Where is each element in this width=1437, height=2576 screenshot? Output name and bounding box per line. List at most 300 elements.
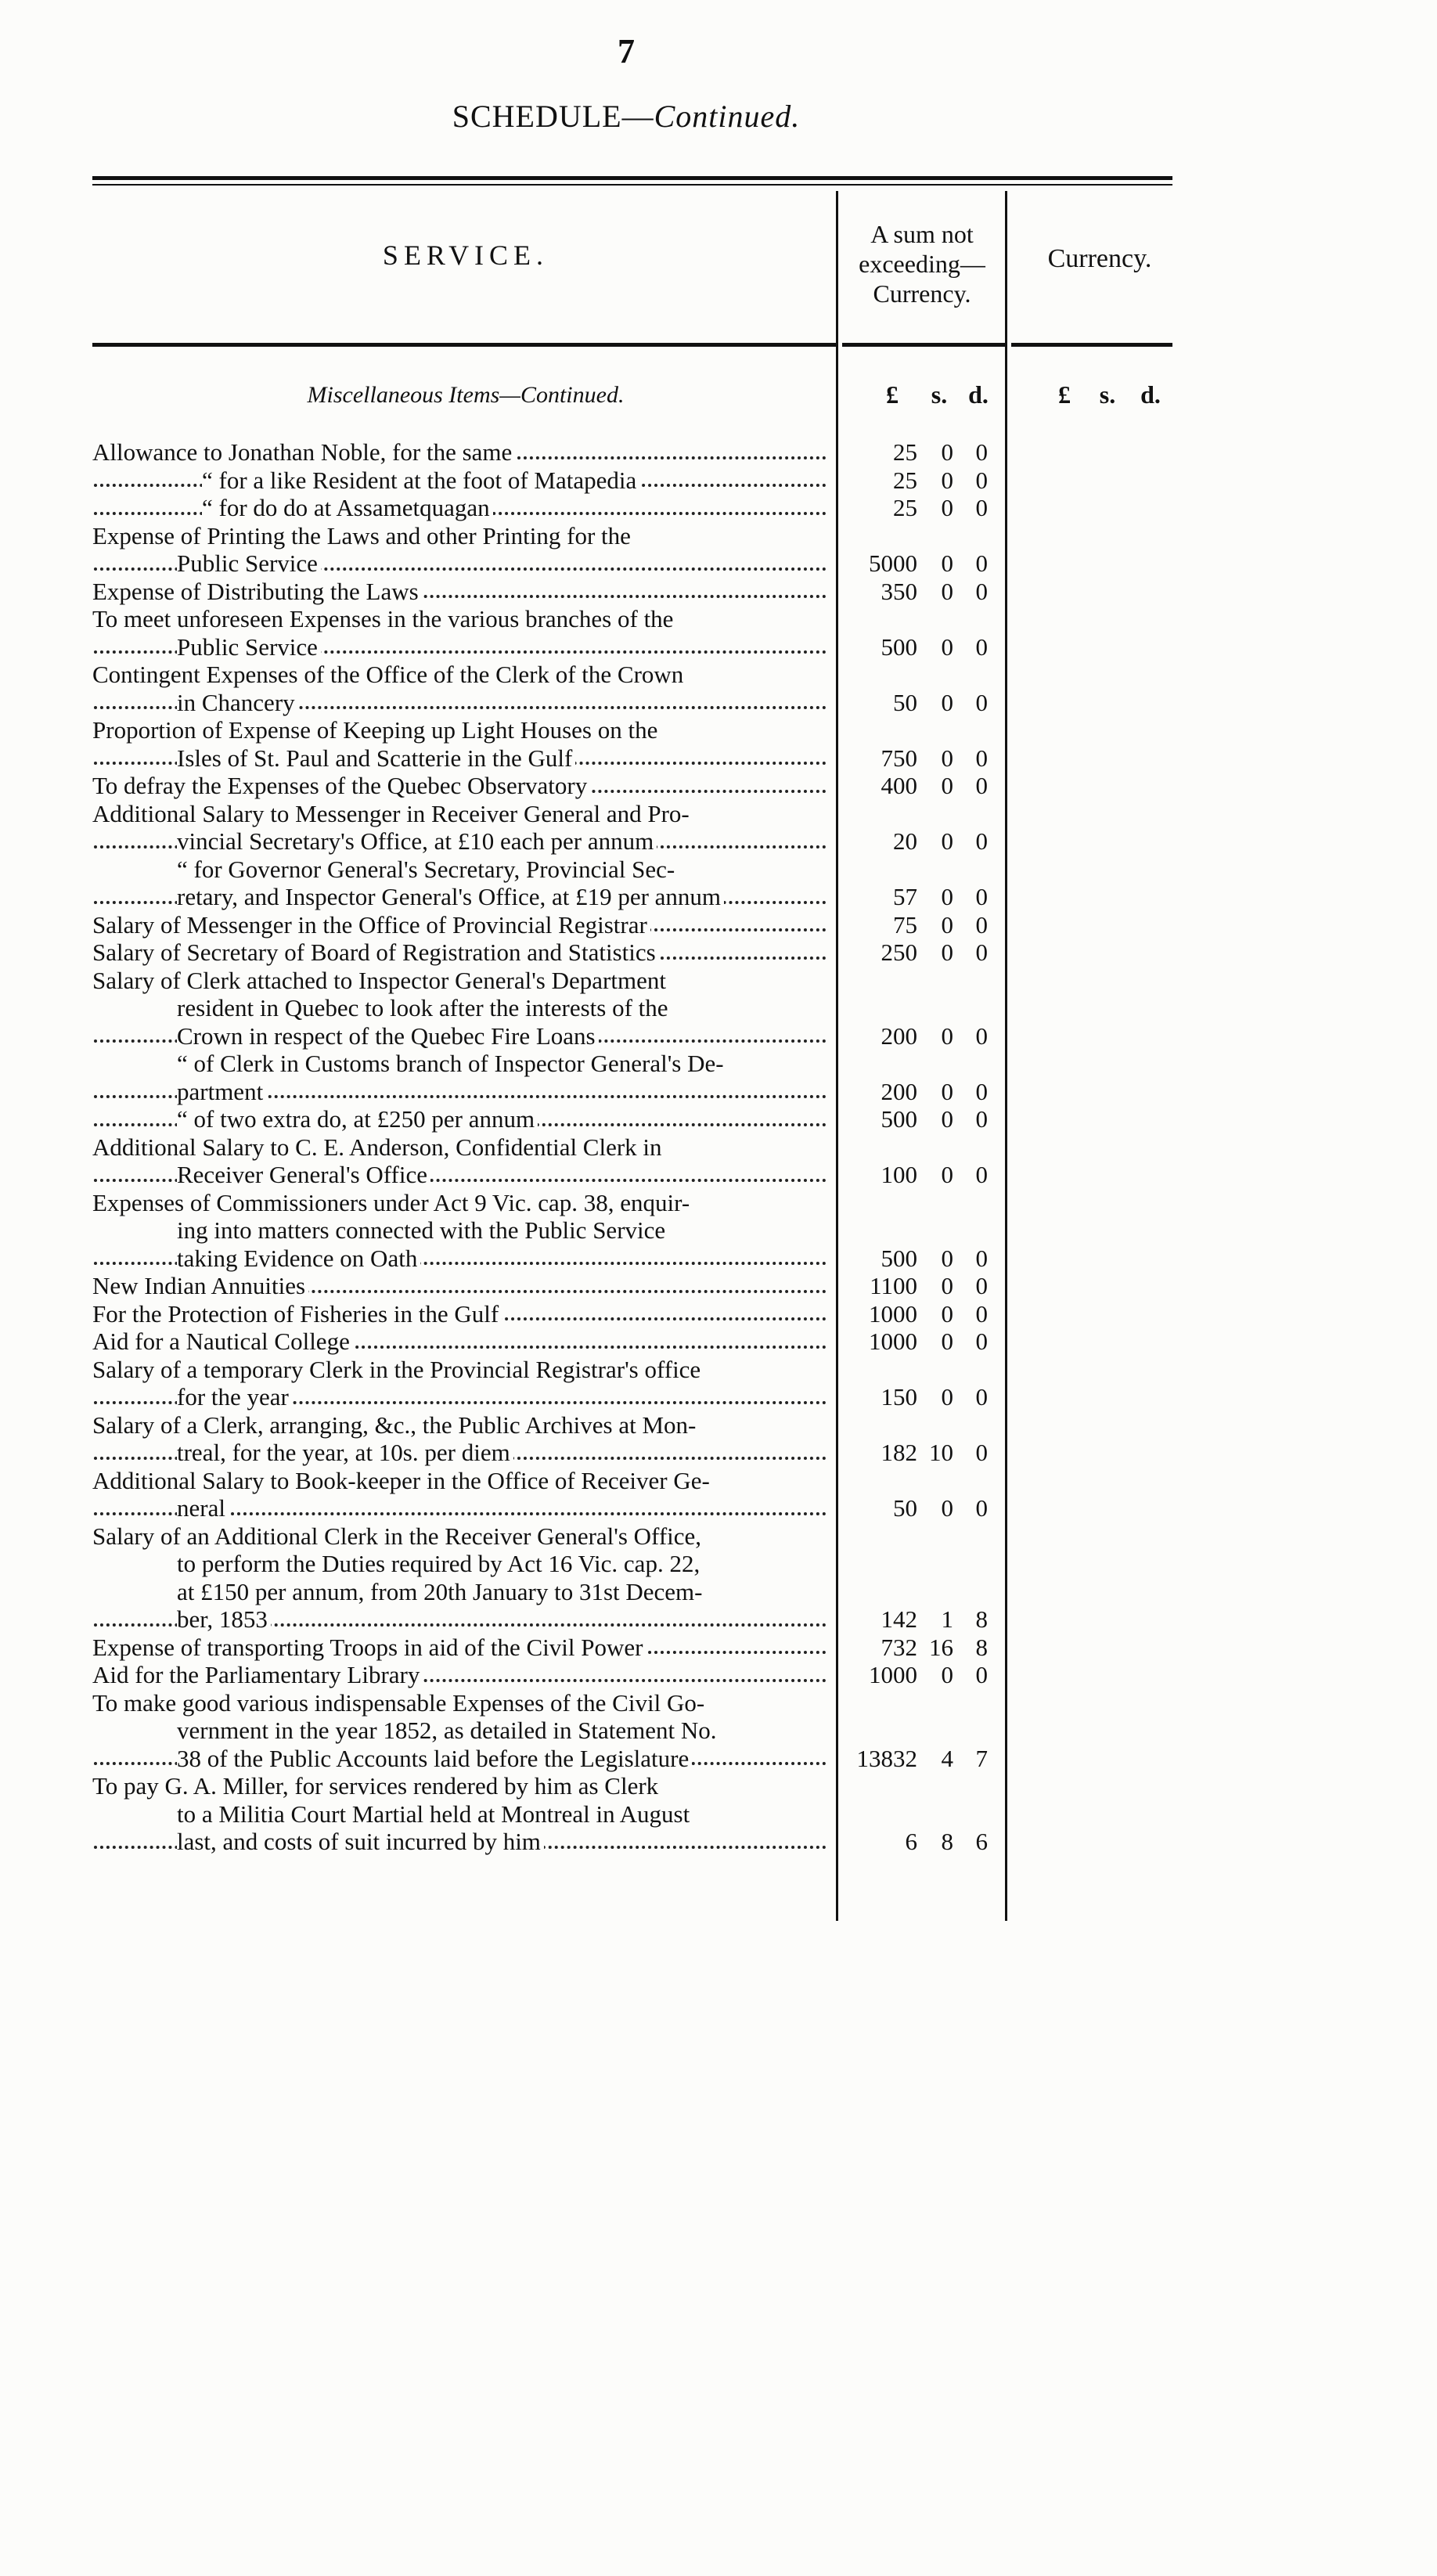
unit-pound-sum: £ (886, 380, 899, 409)
row-shillings: 0 (941, 632, 953, 661)
row-pounds: 57 (893, 883, 917, 910)
row-pence: 0 (975, 1244, 988, 1272)
row-shillings (917, 1050, 953, 1078)
row-shillings (917, 605, 953, 633)
row-description (0, 1828, 831, 1856)
row-pounds: 350 (881, 577, 917, 605)
row-description (0, 1161, 831, 1189)
row-shillings: 1 (941, 1605, 953, 1633)
row-pounds: 100 (881, 1161, 917, 1188)
row-shillings: 4 (941, 1744, 953, 1772)
row-pence: 0 (975, 1439, 988, 1466)
row-pence: 0 (975, 1077, 988, 1105)
row-pence: 7 (975, 1744, 988, 1772)
table-row (0, 1522, 1437, 1551)
row-pounds (831, 605, 917, 633)
row-description-text: ber, 1853 (177, 1605, 271, 1633)
row-description (0, 438, 831, 467)
row-shillings (917, 1689, 953, 1717)
row-pence (953, 1717, 988, 1745)
row-description-text: in Chancery (177, 689, 298, 716)
row-description-text: ing into matters connected with the Public Service (177, 1216, 666, 1244)
row-shillings: 0 (941, 827, 953, 855)
row-pounds (831, 800, 917, 828)
row-pounds: 200 (881, 1021, 917, 1050)
table-row (0, 939, 1437, 967)
header-service: SERVICE. (382, 240, 549, 271)
row-description (0, 1189, 831, 1217)
table-row (0, 1300, 1437, 1328)
row-shillings (917, 661, 953, 689)
unit-pence-currency: d. (1140, 380, 1161, 409)
table-row (0, 1800, 1437, 1828)
table-row (0, 494, 1437, 522)
row-shillings: 0 (941, 466, 953, 494)
row-pounds (831, 1578, 917, 1606)
row-shillings (917, 1578, 953, 1606)
row-pence (953, 1133, 988, 1162)
table-row (0, 1161, 1437, 1189)
table-row (0, 994, 1437, 1022)
row-pounds: 50 (893, 1494, 917, 1522)
row-description (0, 1605, 831, 1634)
table-row (0, 1717, 1437, 1745)
table-row (0, 1105, 1437, 1133)
row-pence: 6 (975, 1828, 988, 1855)
table-row (0, 549, 1437, 578)
row-pence: 0 (975, 466, 988, 494)
row-description-text: To make good various indispensable Expenses of the Civil Go- (92, 1688, 705, 1717)
row-pounds: 200 (881, 1077, 917, 1105)
row-shillings: 8 (941, 1828, 953, 1855)
row-shillings (917, 800, 953, 828)
table-row (0, 578, 1437, 606)
row-shillings (917, 1356, 953, 1384)
row-description (0, 911, 831, 939)
row-description (0, 827, 831, 856)
row-pounds: 1000 (869, 1328, 917, 1355)
row-pence: 0 (975, 1328, 988, 1355)
row-shillings: 0 (941, 1494, 953, 1522)
row-description (0, 1494, 831, 1522)
row-pounds: 500 (881, 1105, 917, 1133)
row-description-text: Additional Salary to Messenger in Receiver General and Pro- (92, 799, 690, 827)
table-row (0, 967, 1437, 995)
row-description (0, 856, 831, 884)
row-description (0, 967, 831, 995)
row-shillings (917, 1717, 953, 1745)
table-row (0, 1494, 1437, 1522)
row-shillings (917, 1772, 953, 1800)
row-description (0, 1772, 831, 1800)
header-sum-line1: A sum not (870, 220, 974, 248)
header-sum-line2: exceeding— (859, 250, 985, 278)
row-description-text: Salary of Clerk attached to Inspector General's Department (92, 966, 666, 994)
row-shillings (917, 856, 953, 884)
schedule-rows (0, 438, 1437, 1856)
top-rule-thick (92, 176, 1172, 180)
row-description-text: Salary of an Additional Clerk in the Receiver General's Office, (92, 1522, 702, 1550)
table-row (0, 1328, 1437, 1356)
table-row (0, 1133, 1437, 1162)
row-shillings: 0 (941, 744, 953, 772)
row-description-text: at £150 per annum, from 20th January to 31st Decem- (177, 1577, 703, 1605)
row-pence: 0 (975, 883, 988, 910)
row-pence: 0 (975, 549, 988, 577)
row-description (0, 1356, 831, 1384)
row-pounds: 750 (881, 744, 917, 772)
row-description (0, 772, 831, 800)
row-description (0, 633, 831, 661)
row-shillings: 0 (941, 688, 953, 716)
row-pence: 0 (975, 632, 988, 661)
row-shillings: 0 (941, 1105, 953, 1133)
section-title: Miscellaneous Items—Continued. (307, 382, 625, 408)
row-pounds: 182 (881, 1439, 917, 1466)
row-pence: 0 (975, 1272, 988, 1299)
row-description-text: Salary of Messenger in the Office of Provincial Registrar (92, 911, 650, 939)
row-pounds (831, 1800, 917, 1828)
row-pence: 0 (975, 494, 988, 521)
row-description (0, 1272, 831, 1300)
table-row (0, 911, 1437, 939)
row-pounds: 75 (893, 910, 917, 939)
row-pence (953, 856, 988, 884)
title-continued: Continued. (654, 99, 801, 134)
row-pence (953, 1550, 988, 1578)
row-description (0, 578, 831, 606)
row-pence: 0 (975, 1021, 988, 1050)
unit-pound-currency: £ (1058, 380, 1071, 409)
row-description-text: taking Evidence on Oath (177, 1245, 420, 1272)
row-pence: 8 (975, 1633, 988, 1661)
table-row (0, 1022, 1437, 1050)
row-pence: 0 (975, 1661, 988, 1688)
row-shillings (917, 522, 953, 550)
row-pence: 0 (975, 688, 988, 716)
row-pence (953, 1189, 988, 1217)
row-description-text: last, and costs of suit incurred by him (177, 1828, 544, 1855)
row-shillings (917, 1467, 953, 1495)
row-description-text: Salary of a temporary Clerk in the Provincial Registrar's office (92, 1355, 701, 1383)
row-shillings: 0 (941, 1383, 953, 1410)
row-shillings: 0 (941, 1328, 953, 1355)
row-description (0, 689, 831, 717)
row-pence (953, 1050, 988, 1078)
row-pounds (831, 1522, 917, 1551)
table-row (0, 716, 1437, 744)
row-description (0, 1050, 831, 1078)
row-description (0, 1661, 831, 1689)
table-row (0, 883, 1437, 911)
row-description (0, 1439, 831, 1467)
table-row (0, 744, 1437, 773)
row-pence: 0 (975, 1299, 988, 1328)
row-description-text: To meet unforeseen Expenses in the various branches of the (92, 605, 674, 632)
row-description-text: to a Militia Court Martial held at Montreal in August (177, 1800, 690, 1828)
row-description (0, 1133, 831, 1162)
row-shillings: 0 (941, 1161, 953, 1188)
row-description (0, 661, 831, 689)
row-shillings (917, 1522, 953, 1551)
row-shillings: 0 (941, 772, 953, 799)
table-row (0, 467, 1437, 495)
row-shillings: 0 (941, 1299, 953, 1328)
row-pounds (831, 1717, 917, 1745)
row-description (0, 1578, 831, 1606)
row-pence (953, 1411, 988, 1439)
row-pounds: 142 (881, 1605, 917, 1633)
unit-shilling-sum: s. (931, 380, 948, 409)
header-rule-sum (842, 343, 1005, 347)
row-pence: 0 (975, 1161, 988, 1188)
table-row (0, 1272, 1437, 1300)
table-row (0, 522, 1437, 550)
row-description-text: Expense of Distributing the Laws (92, 578, 422, 605)
row-shillings (917, 1800, 953, 1828)
page-title (0, 98, 1252, 135)
row-pence (953, 1356, 988, 1384)
row-pence: 0 (975, 744, 988, 772)
table-row (0, 1745, 1437, 1773)
row-description-text: “ for do do at Assametquagan (202, 494, 493, 521)
row-description (0, 522, 831, 550)
row-pence: 0 (975, 827, 988, 855)
table-row (0, 772, 1437, 800)
row-pounds (831, 1133, 917, 1162)
row-description-text: resident in Quebec to look after the interests of the (177, 994, 668, 1021)
row-description (0, 800, 831, 828)
row-shillings (917, 1189, 953, 1217)
table-row (0, 1411, 1437, 1439)
page-number: 7 (618, 32, 635, 70)
table-row (0, 633, 1437, 661)
row-description-text: Contingent Expenses of the Office of the Clerk of the Crown (92, 661, 684, 688)
row-description-text: 38 of the Public Accounts laid before the Legislature (177, 1745, 692, 1772)
row-description (0, 1745, 831, 1773)
table-row (0, 827, 1437, 856)
row-pounds: 50 (893, 688, 917, 716)
unit-pence-sum: d. (968, 380, 989, 409)
table-row (0, 1050, 1437, 1078)
row-description-text: Expense of Printing the Laws and other Printing for the (92, 521, 631, 549)
row-description-text: Public Service (177, 633, 321, 661)
row-pounds (831, 1689, 917, 1717)
row-shillings: 0 (941, 1021, 953, 1050)
row-description-text: Receiver General's Office (177, 1161, 430, 1188)
row-description (0, 1328, 831, 1356)
row-pounds (831, 1050, 917, 1078)
row-pounds (831, 1356, 917, 1384)
row-description (0, 1689, 831, 1717)
row-pence (953, 1216, 988, 1245)
row-pence (953, 1800, 988, 1828)
row-description-text: Crown in respect of the Quebec Fire Loans (177, 1022, 599, 1050)
table-row (0, 1550, 1437, 1578)
row-shillings: 0 (941, 549, 953, 577)
row-description (0, 716, 831, 744)
row-description-text: For the Protection of Fisheries in the Gulf (92, 1300, 502, 1328)
row-pence (953, 967, 988, 995)
row-pounds: 1000 (869, 1661, 917, 1688)
row-pounds (831, 1772, 917, 1800)
row-description-text: “ of two extra do, at £250 per annum (177, 1105, 538, 1133)
table-row (0, 1689, 1437, 1717)
row-pence (953, 1467, 988, 1495)
table-row (0, 1078, 1437, 1106)
row-description-text: vincial Secretary's Office, at £10 each per annum (177, 827, 657, 855)
row-description-text: Salary of a Clerk, arranging, &c., the Public Archives at Mon- (92, 1410, 697, 1439)
row-pence (953, 1522, 988, 1551)
table-row (0, 1578, 1437, 1606)
row-description (0, 494, 831, 522)
row-pence: 0 (975, 438, 988, 466)
row-pounds: 13832 (856, 1744, 917, 1772)
row-shillings: 0 (941, 910, 953, 939)
row-pounds (831, 522, 917, 550)
row-description (0, 1245, 831, 1273)
row-shillings: 0 (941, 1244, 953, 1272)
row-shillings: 0 (941, 939, 953, 966)
row-pence (953, 1578, 988, 1606)
row-description (0, 1717, 831, 1745)
row-shillings: 0 (941, 1272, 953, 1299)
row-description-text: Additional Salary to Book-keeper in the Office of Receiver Ge- (92, 1466, 710, 1494)
row-description-text: Additional Salary to C. E. Anderson, Confidential Clerk in (92, 1133, 662, 1161)
title-main: SCHEDULE— (452, 99, 654, 134)
header-rule (92, 343, 837, 347)
row-description-text: Isles of St. Paul and Scatterie in the Gulf (177, 744, 575, 772)
row-pounds (831, 994, 917, 1022)
row-description (0, 549, 831, 578)
row-description (0, 883, 831, 911)
row-pounds (831, 661, 917, 689)
row-description (0, 1383, 831, 1411)
table-row (0, 438, 1437, 467)
row-description-text: Allowance to Jonathan Noble, for the same (92, 438, 515, 466)
row-pounds (831, 1216, 917, 1245)
row-pounds: 500 (881, 632, 917, 661)
row-shillings: 0 (941, 577, 953, 605)
table-row (0, 1383, 1437, 1411)
row-description-text: retary, and Inspector General's Office, at £19 per annum (177, 883, 724, 910)
row-shillings (917, 967, 953, 995)
row-pence: 0 (975, 577, 988, 605)
row-pounds (831, 1467, 917, 1495)
row-description (0, 1078, 831, 1106)
unit-shilling-currency: s. (1099, 380, 1116, 409)
row-pence: 0 (975, 939, 988, 966)
row-description (0, 1216, 831, 1245)
row-shillings: 0 (941, 438, 953, 466)
row-description-text: Aid for the Parliamentary Library (92, 1661, 423, 1688)
header-rule-currency (1011, 343, 1172, 347)
row-pence (953, 716, 988, 744)
row-description (0, 1550, 831, 1578)
row-description (0, 994, 831, 1022)
row-pounds: 500 (881, 1244, 917, 1272)
table-row (0, 800, 1437, 828)
row-pounds: 6 (905, 1828, 917, 1855)
row-pence (953, 605, 988, 633)
row-pounds: 732 (881, 1633, 917, 1661)
row-description-text: Proportion of Expense of Keeping up Light Houses on the (92, 716, 658, 744)
row-pence: 0 (975, 772, 988, 799)
row-shillings: 0 (941, 1661, 953, 1688)
table-row (0, 1605, 1437, 1634)
row-pounds (831, 716, 917, 744)
row-description (0, 1022, 831, 1050)
row-pounds: 20 (893, 827, 917, 855)
row-description (0, 939, 831, 967)
table-row (0, 1634, 1437, 1662)
table-row (0, 1245, 1437, 1273)
row-description (0, 1800, 831, 1828)
row-pence (953, 522, 988, 550)
row-shillings (917, 1550, 953, 1578)
table-row (0, 1661, 1437, 1689)
header-sum-not-exceeding (839, 219, 1005, 308)
table-row (0, 661, 1437, 689)
row-description-text: “ for a like Resident at the foot of Matapedia (202, 467, 639, 494)
row-pounds (831, 1550, 917, 1578)
row-pounds: 250 (881, 939, 917, 966)
row-description-text: To pay G. A. Miller, for services rendered by him as Clerk (92, 1772, 659, 1800)
row-pounds: 25 (893, 494, 917, 521)
row-description-text: treal, for the year, at 10s. per diem (177, 1439, 513, 1466)
row-pounds: 1100 (870, 1272, 917, 1299)
table-row (0, 856, 1437, 884)
row-description-text: Expense of transporting Troops in aid of the Civil Power (92, 1634, 646, 1661)
top-rule-thin (92, 184, 1172, 186)
row-description-text: Public Service (177, 549, 321, 577)
table-row (0, 1189, 1437, 1217)
row-description-text: Expenses of Commissioners under Act 9 Vic. cap. 38, enquir- (92, 1188, 690, 1216)
row-description-text: to perform the Duties required by Act 16 Vic. cap. 22, (177, 1550, 700, 1577)
header-sum-line3: Currency. (873, 279, 971, 308)
row-description-text: Salary of Secretary of Board of Registration and Statistics (92, 939, 659, 966)
row-description (0, 1105, 831, 1133)
row-shillings: 0 (941, 883, 953, 910)
row-description (0, 1300, 831, 1328)
row-description-text: “ of Clerk in Customs branch of Inspector General's De- (177, 1050, 724, 1077)
row-description (0, 1411, 831, 1439)
row-shillings: 0 (941, 1077, 953, 1105)
row-description-text: neral (177, 1494, 229, 1522)
row-shillings (917, 1133, 953, 1162)
row-description (0, 467, 831, 495)
row-shillings (917, 994, 953, 1022)
row-pence: 0 (975, 1105, 988, 1133)
row-pence (953, 661, 988, 689)
row-pence (953, 1772, 988, 1800)
table-row (0, 1467, 1437, 1495)
row-description (0, 744, 831, 773)
table-row (0, 1216, 1437, 1245)
row-description-text: for the year (177, 1383, 292, 1410)
row-shillings: 10 (929, 1439, 953, 1466)
row-shillings: 16 (929, 1633, 953, 1661)
row-description (0, 1634, 831, 1662)
row-shillings (917, 1216, 953, 1245)
table-row (0, 1356, 1437, 1384)
row-description (0, 1467, 831, 1495)
row-shillings: 0 (941, 494, 953, 521)
row-pence (953, 1689, 988, 1717)
row-pounds (831, 1411, 917, 1439)
table-row (0, 689, 1437, 717)
row-pounds (831, 856, 917, 884)
